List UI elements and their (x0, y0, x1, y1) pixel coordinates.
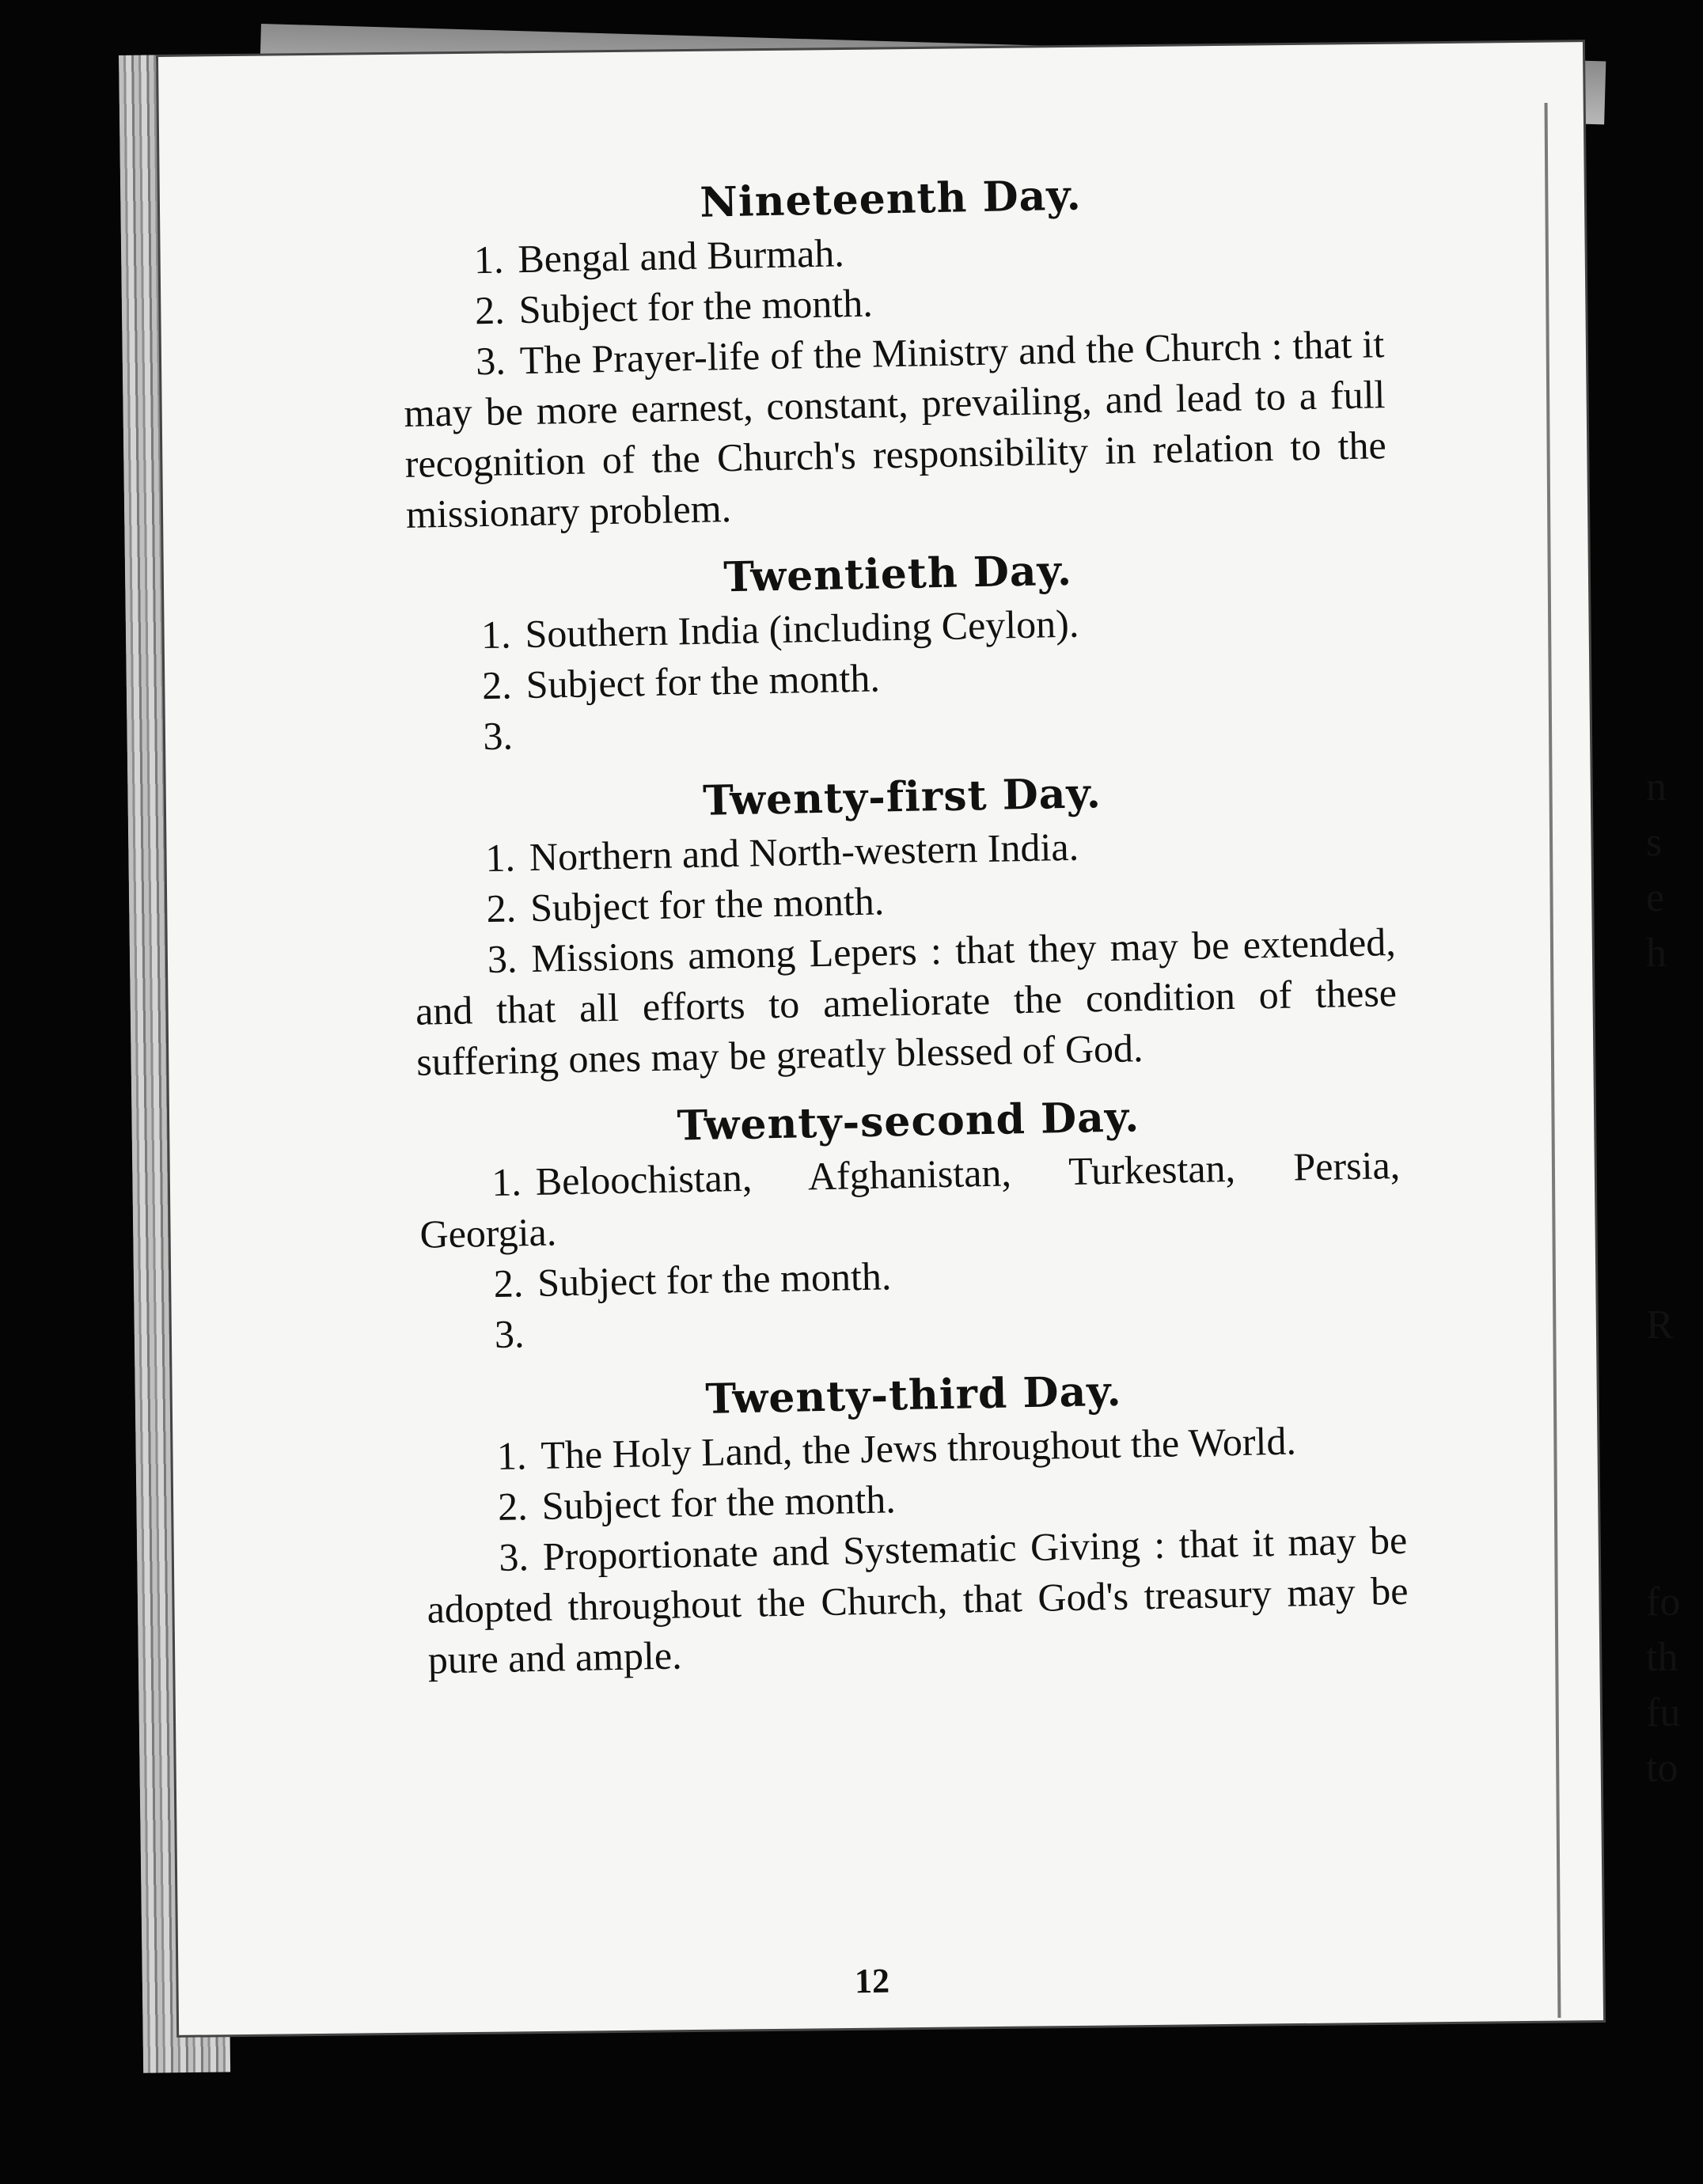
list-item: 1. Bengal and Burmah. (473, 230, 845, 282)
fragment: th (1646, 1635, 1678, 1680)
section-heading: Twenty-second Day. (677, 1093, 1140, 1151)
list-item: 1. Northern and North-western India. (484, 824, 1079, 881)
page-text (400, 163, 1409, 1685)
section-heading: Twentieth Day. (723, 546, 1073, 602)
fragment: n (1646, 764, 1667, 810)
fragment: fu (1646, 1690, 1681, 1735)
list-item: 1. Beloochistan, Afghanistan, Turkestan, Persia, Georgia. (419, 1142, 1401, 1257)
page-number: 12 (854, 1961, 890, 2001)
fragment: to (1646, 1746, 1678, 1791)
section-heading: Twenty-third Day. (705, 1367, 1123, 1424)
list-item: 3. The Prayer-life of the Ministry and the Church : that it may be more earnest, constant, prevailing, and lead to a full recognition of the Church's responsibility in relation to the missionary problem. (404, 321, 1387, 537)
facing-page-fragments (1646, 760, 1680, 1796)
list-item: 3. Proportionate and Systematic Giving : that it may be adopted throughout the Church, that God's treasury may be pure and ample. (427, 1517, 1409, 1682)
fragment: s (1646, 820, 1663, 865)
list-item: 2. Subject for the month. (486, 878, 885, 931)
list-item: 2. Subject for the month. (497, 1477, 897, 1529)
fragment: fo (1646, 1579, 1681, 1625)
list-item: 2. Subject for the month. (481, 655, 881, 708)
list-item: 3. (494, 1311, 525, 1356)
list-item: 2. Subject for the month. (493, 1253, 892, 1306)
fragment: e (1646, 875, 1665, 920)
list-item: 1. Southern India (including Ceylon). (480, 601, 1079, 658)
fragment: h (1646, 931, 1667, 976)
section-heading: Nineteenth Day. (699, 171, 1083, 227)
list-item: 1. The Holy Land, the Jews throughout the World. (496, 1418, 1297, 1478)
list-item: 3. (482, 713, 514, 759)
fragment: R (1646, 1302, 1674, 1348)
section-heading: Twenty-first Day. (702, 769, 1102, 825)
list-item: 3. Missions among Lepers : that they may be extended, and that all efforts to ameliorate the condition of these suffering ones may be greatly blessed of God. (415, 919, 1398, 1084)
list-item: 2. Subject for the month. (474, 280, 874, 333)
